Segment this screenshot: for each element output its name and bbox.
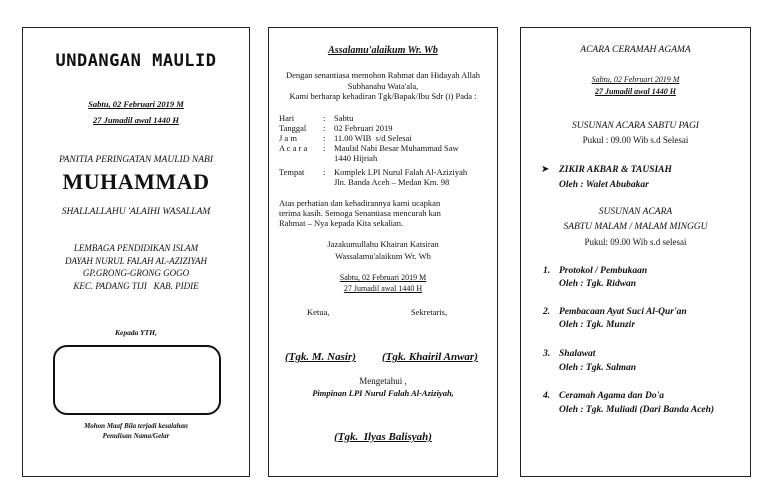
secretary-title: Sekretaris, bbox=[411, 307, 448, 317]
morning-item-title: ZIKIR AKBAR & TAUSIAH bbox=[559, 165, 672, 175]
jazakum-line: Jazakumullahu Khairan Katsiran bbox=[327, 239, 439, 249]
institution-line: LEMBAGA PENDIDIKAN ISLAM bbox=[73, 243, 199, 253]
cover-date-gregorian: Sabtu, 02 Februari 2019 M bbox=[88, 99, 184, 109]
committee-label: PANITIA PERINGATAN MAULID NABI bbox=[58, 155, 213, 165]
wassalam-line: Wassalamu'alaikum Wr. Wb bbox=[335, 251, 431, 261]
recipient-name-box[interactable] bbox=[53, 345, 221, 415]
closing-line: Atas perhatian dan kehadirannya kami ucapkan bbox=[279, 198, 441, 208]
invitation-title: UNDANGAN MAULID bbox=[55, 51, 217, 71]
program-heading: ACARA CERAMAH AGAMA bbox=[580, 45, 691, 55]
program-panel: ACARA CERAMAH AGAMA Sabtu, 02 Februari 2019 M 27 Jumadil awal 1440 H SUSUNAN ACARA SABTU PAGI Pukul : 09.00 Wib s.d Selesai ➤ ZIKIR AKBAR & TAUSIAH Oleh : Walet Abubakar SUSUNAN ACARA SABTU MALAM / MALAM MINGGU Pukul: 09.00 Wib s.d selesai 1. Protokol / Pembukaan Oleh : Tgk. Ridwan 2. Pembacaan Ayat Suci Al-Qur'an Oleh : Tgk. Munzir 3. Shalawat Oleh : Tgk. Salman 4. Ceramah Agama dan Do'a Oleh : Tgk. Muliadi (Dari Banda Aceh) bbox=[520, 27, 751, 477]
acknowledged-label: Mengetahui , bbox=[359, 376, 407, 386]
night-program-title: SUSUNAN ACARA bbox=[598, 207, 673, 217]
closing-line: Rahmat – Nya kepada Kita sekalian. bbox=[279, 218, 404, 228]
leader-title: Pimpinan LPI Nurul Falah Al-Aziziyah, bbox=[312, 388, 454, 398]
program-date-hijri: 27 Jumadil awal 1440 H bbox=[595, 87, 676, 96]
intro-line: Subhanahu Wata'ala, bbox=[347, 80, 419, 91]
morning-program-time: Pukul : 09.00 Wib s.d Selesai bbox=[582, 135, 689, 145]
institution-line: KEC. PADANG TIJI KAB. PIDIE bbox=[73, 280, 199, 291]
cover-panel bbox=[22, 27, 250, 477]
recipient-label: Kepada YTH, bbox=[115, 328, 157, 337]
institution-block bbox=[23, 242, 249, 292]
secretary-name: (Tgk. Khairil Anwar) bbox=[382, 351, 478, 363]
program-item-title: Pembacaan Ayat Suci Al-Qur'an bbox=[559, 307, 687, 317]
intro-line: Dengan senantiasa memohon Rahmat dan Hidayah Allah bbox=[285, 70, 481, 80]
program-item-title: Shalawat bbox=[559, 349, 596, 359]
salawat-line: SHALLALLAHU 'ALAIHI WASALLAM bbox=[61, 207, 211, 217]
intro-text bbox=[269, 70, 497, 102]
program-item-speaker: Oleh : Tgk. Salman bbox=[559, 363, 637, 373]
apology-line: Penulisan Nama/Gelar bbox=[102, 432, 170, 440]
intro-line: Kami berharap kehadiran Tgk/Bapak/Ibu Sdr (i) Pada : bbox=[289, 91, 477, 101]
chair-name: (Tgk. M. Nasir) bbox=[285, 351, 356, 363]
apology-note bbox=[23, 421, 249, 441]
leader-name: (Tgk. Ilyas Balisyah) bbox=[334, 431, 432, 443]
greeting: Assalamu'alaikum Wr. Wb bbox=[328, 45, 438, 56]
night-program-subtitle: SABTU MALAM / MALAM MINGGU bbox=[563, 222, 708, 232]
bullet-arrow-icon: ➤ bbox=[541, 164, 550, 175]
program-item-title: Protokol / Pembukaan bbox=[559, 266, 648, 276]
closing-text bbox=[279, 198, 487, 228]
closing-line: terima kasih. Semoga Senantiasa mencurah kan bbox=[279, 208, 441, 218]
institution-line: GP.GRONG-GRONG GOGO bbox=[82, 268, 190, 278]
letter-date-hijri: 27 Jumadil awal 1440 H bbox=[343, 284, 423, 293]
cover-date-hijri: 27 Jumadil awal 1440 H bbox=[93, 115, 179, 125]
program-date-gregorian: Sabtu, 02 Februari 2019 M bbox=[591, 75, 680, 84]
institution-line: DAYAH NURUL FALAH AL-AZIZIYAH bbox=[64, 255, 208, 266]
letter-date-gregorian: Sabtu, 02 Februari 2019 M bbox=[339, 273, 427, 282]
program-item-title: Ceramah Agama dan Do'a bbox=[559, 391, 664, 401]
morning-item-speaker: Oleh : Walet Abubakar bbox=[559, 180, 649, 190]
invitation-details-panel: Assalamu'alaikum Wr. Wb Dengan senantiasa memohon Rahmat dan Hidayah Allah Subhanahu Wata'ala, Kami berharap kehadiran Tgk/Bapak/Ibu Sdr (i) Pada : Hari : Sabtu Tanggal : 02 Februari 2019 J a m : 11.00 WIB s/d Selesai A c a r a : Maulid Nabi Besar Muhammad Saw 1440 Hijriah Tempat : Komplek LPI Nurul Falah Al-Aziziyah Jln. Banda Aceh – Medan Km. 98 Atas perhatian dan kehadirannya kami ucapkan terima kasih. Semoga Senantiasa mencurah kan Rahmat – Nya kepada Kita sekalian. Jazakumullahu Khairan Katsiran Wassalamu'alaikum Wr. Wb Sabtu, 02 Februari 2019 M 27 Jumadil awal 1440 H Ketua, Sekretaris, (Tgk. M. Nasir) (Tgk. Khairil Anwar) Mengetahui , Pimpinan LPI Nurul Falah Al-Aziziyah, (Tgk. Ilyas Balisyah) bbox=[268, 27, 498, 477]
prophet-name: MUHAMMAD bbox=[62, 169, 210, 194]
program-item-speaker: Oleh : Tgk. Munzir bbox=[559, 320, 636, 330]
apology-line: Mohon Maaf Bila terjadi kesalahan bbox=[84, 422, 188, 430]
program-item-speaker: Oleh : Tgk. Muliadi (Dari Banda Aceh) bbox=[559, 405, 715, 415]
night-program-time: Pukul: 09.00 Wib s.d selesai bbox=[584, 237, 687, 247]
chair-title: Ketua, bbox=[307, 307, 330, 317]
program-item-speaker: Oleh : Tgk. Ridwan bbox=[559, 279, 637, 289]
morning-program-title: SUSUNAN ACARA SABTU PAGI bbox=[572, 121, 699, 131]
